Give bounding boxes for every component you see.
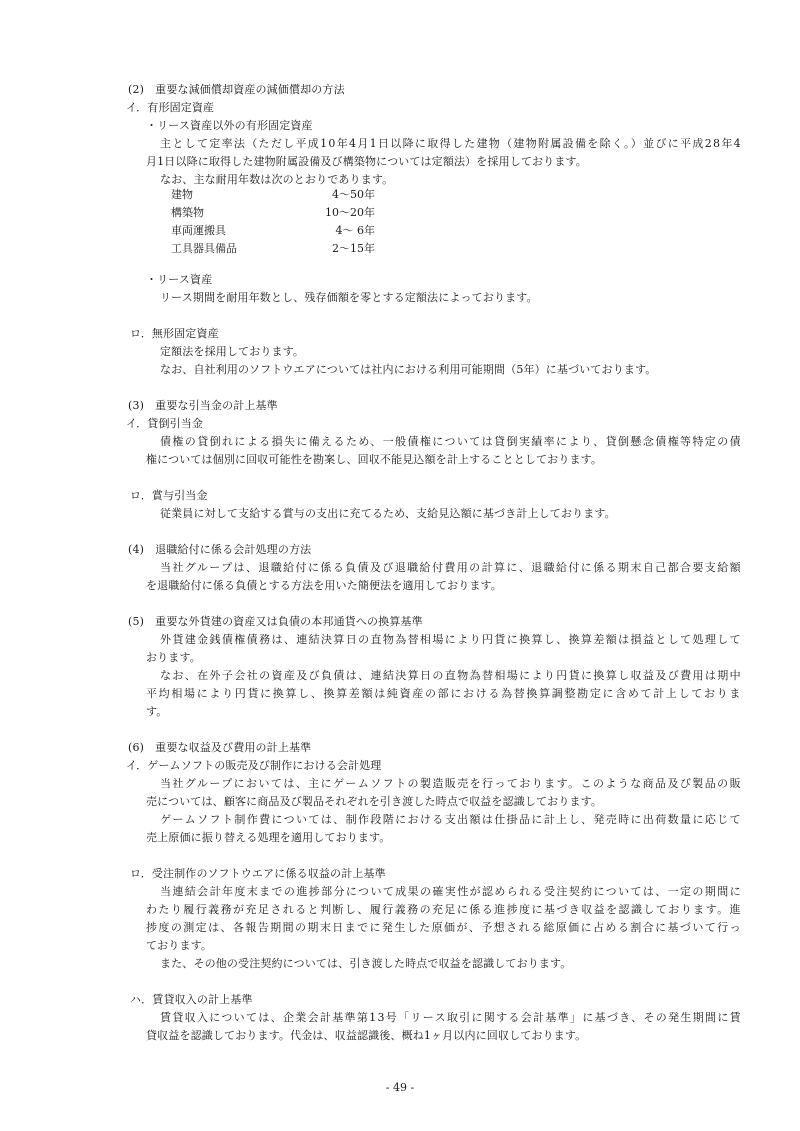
depreciation-method-text: 主として定率法（ただし平成10年4月1日以降に取得した建物（建物附属設備を除く。）並びに平成28年4 [160, 137, 742, 150]
section-4-heading: (4) 退職給付に係る会計処理の方法 [128, 543, 312, 556]
asset-category: 構築物 [171, 206, 204, 219]
lease-assets-bullet: ・リース資産 [146, 273, 213, 286]
depreciation-method-text-cont: 月1日以降に取得した建物附属設備及び構築物については定額法）を採用しております。 [146, 155, 587, 168]
intangible-assets-heading: ロ．無形固定資産 [130, 327, 219, 340]
rental-income-text-cont: 貸収益を認識しております。代金は、収益認識後、概ね1ヶ月以内に回収しております。 [146, 1029, 587, 1042]
section-3-heading: (3) 重要な引当金の計上基準 [128, 399, 278, 412]
game-production-cost-text: ゲームソフト制作費については、制作段階における支出額は仕掛品に計上し、発売時に出荷数量に応じて [160, 813, 742, 826]
contract-software-text-end: ております。 [146, 939, 213, 952]
game-software-sales-text: 当社グループにおいては、主にゲームソフトの製造販売を行っております。このような商品及び製品の販 [160, 777, 742, 790]
fx-translation-text: 外貨建金銭債権債務は、連結決算日の直物為替相場により円貨に換算し、換算差額は損益として処理して [160, 633, 742, 646]
bad-debt-text-cont: 権については個別に回収可能性を勘案し、回収不能見込額を計上することとしております。 [146, 453, 603, 466]
retirement-benefit-text: 当社グループは、退職給付に係る負債及び退職給付費用の計算に、退職給付に係る期末自己都合要支給額 [160, 561, 742, 574]
game-software-sales-text-cont: 売については、顧客に商品及び製品それぞれを引き渡した時点で収益を認識しております。 [146, 795, 603, 808]
useful-life-years: 10～20年 [325, 206, 375, 219]
useful-life-years: 4～ 6年 [335, 224, 375, 237]
foreign-subsidiary-text-end: す。 [146, 705, 168, 718]
fx-translation-text-cont: おります。 [146, 651, 201, 664]
useful-life-years: 4～50年 [332, 188, 375, 201]
section-5-heading: (5) 重要な外貨建の資産又は負債の本邦通貨への換算基準 [128, 615, 423, 628]
foreign-subsidiary-text: なお、在外子会社の資産及び負債は、連結決算日の直物為替相場により円貨に換算し収益及び費用は期中 [160, 669, 742, 682]
asset-category: 建物 [171, 188, 193, 201]
retirement-benefit-text-cont: を退職給付に係る負債とする方法を用いた簡便法を適用しております。 [146, 579, 502, 592]
other-contracts-text: また、その他の受注契約については、引き渡した時点で収益を認識しております。 [160, 957, 572, 970]
tangible-assets-heading: イ．有形固定資産 [126, 101, 215, 114]
section-2-heading: (2) 重要な減価償却資産の減価償却の方法 [128, 83, 345, 96]
non-lease-tangible-bullet: ・リース資産以外の有形固定資産 [146, 119, 313, 132]
lease-assets-text: リース期間を耐用年数とし、残存価額を零とする定額法によっております。 [160, 291, 538, 304]
bonus-allowance-heading: ロ．賞与引当金 [130, 489, 208, 502]
foreign-subsidiary-text-cont: 平均相場により円貨に換算し、換算差額は純資産の部における為替換算調整勘定に含めて計上しておりま [146, 687, 742, 700]
bonus-allowance-text: 従業員に対して支給する賞与の支出に充てるため、支給見込額に基づき計上しております。 [160, 507, 616, 520]
asset-category: 工具器具備品 [171, 242, 237, 255]
useful-life-years: 2～15年 [332, 242, 375, 255]
rental-income-text: 賃貸収入については、企業会計基準第13号「リース取引に関する会計基準」に基づき、その発生期間に賃 [160, 1011, 742, 1024]
contract-software-text-cont2: 捗度の測定は、各報告期間の期末日までに発生した原価が、予想される総原価に占める割合に基づいて行っ [146, 921, 742, 934]
game-production-cost-text-cont: 売上原価に振り替える処理を適用しております。 [146, 831, 391, 844]
software-useful-life-text: なお、自社利用のソフトウエアについては社内における利用可能期間（5年）に基づいております。 [160, 363, 657, 376]
rental-income-heading: ハ．賃貸収入の計上基準 [130, 993, 253, 1006]
bad-debt-text: 債権の貸倒れによる損失に備えるため、一般債権については貸倒実績率により、貸倒懸念債権等特定の債 [160, 435, 742, 448]
page-number: - 49 - [385, 1081, 415, 1094]
contract-software-heading: ロ．受注制作のソフトウエアに係る収益の計上基準 [130, 867, 386, 880]
game-software-heading: イ．ゲームソフトの販売及び制作における会計処理 [126, 759, 382, 772]
asset-category: 車両運搬具 [171, 224, 226, 237]
intangible-method-text: 定額法を採用しております。 [160, 345, 305, 358]
contract-software-text: 当連結会計年度末までの進捗部分について成果の確実性が認められる受注契約については、一定の期間に [160, 885, 742, 898]
contract-software-text-cont: わたり履行義務が充足されると判断し、履行義務の充足に係る進捗度に基づき収益を認識しております。進 [146, 903, 742, 916]
bad-debt-allowance-heading: イ．貸倒引当金 [126, 417, 204, 430]
useful-life-intro: なお、主な耐用年数は次のとおりであります。 [160, 173, 394, 186]
section-6-heading: (6) 重要な収益及び費用の計上基準 [128, 741, 312, 754]
